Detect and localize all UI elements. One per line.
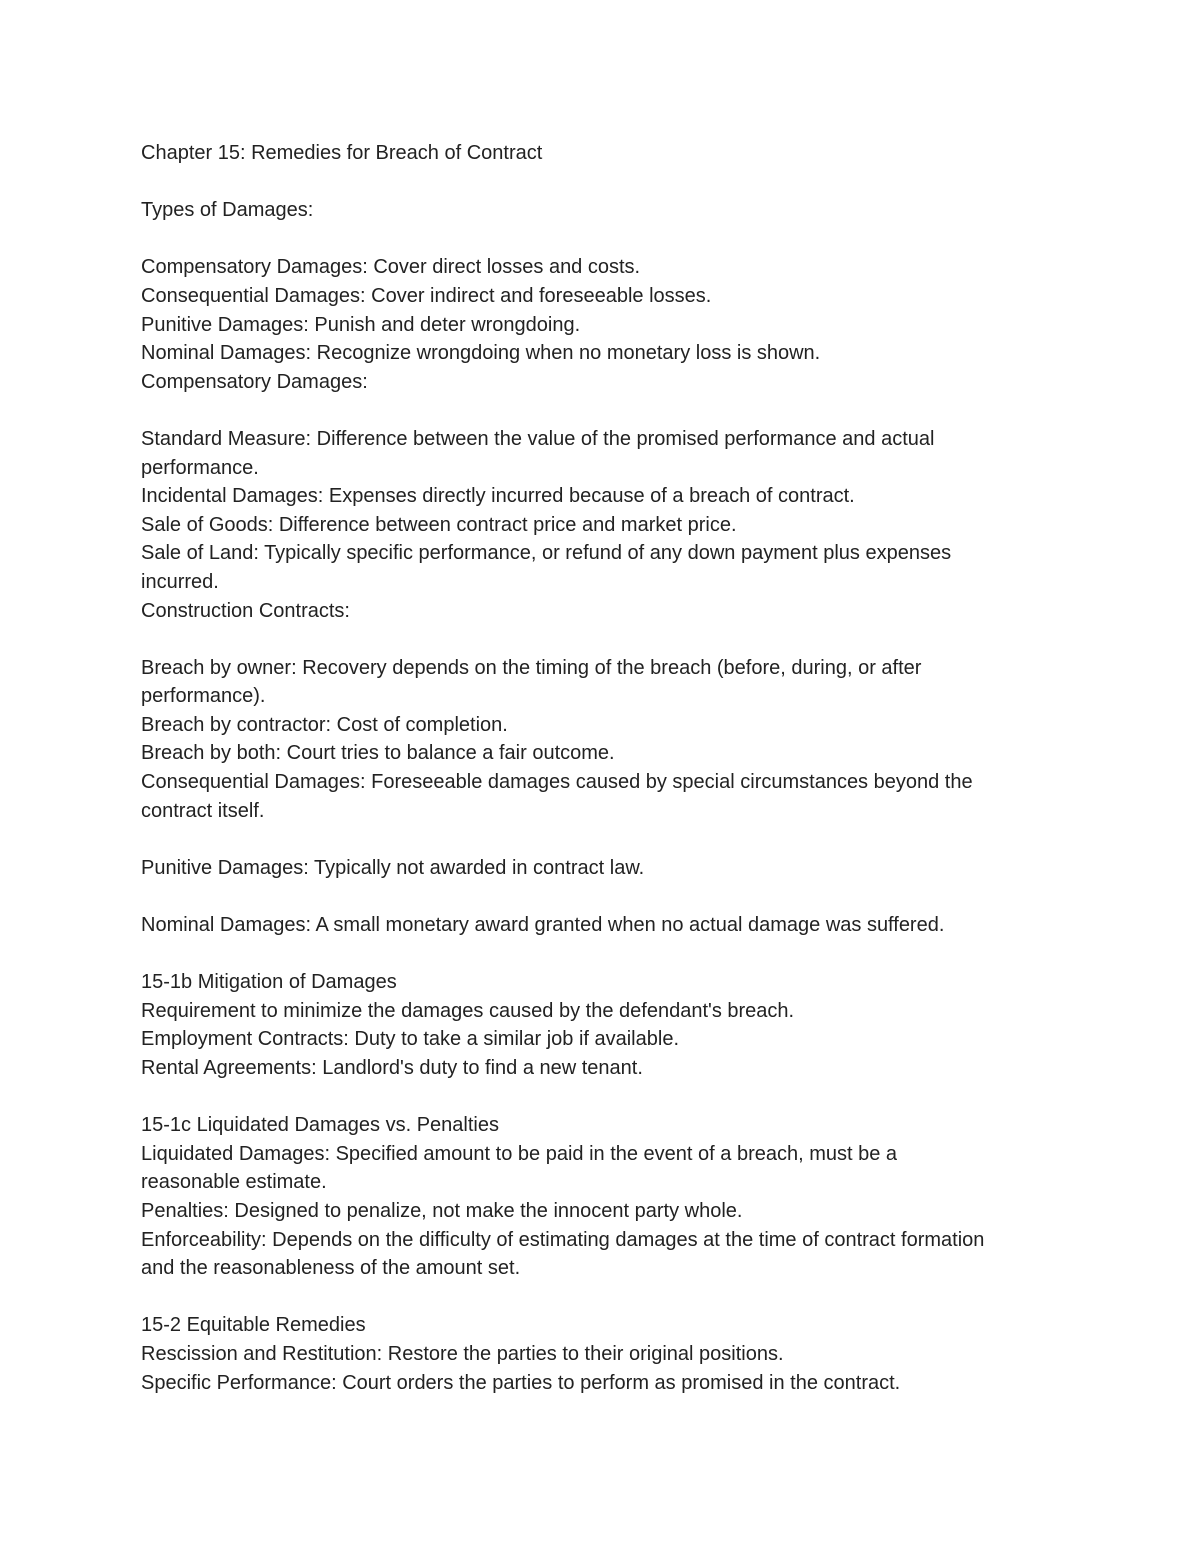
compensatory-line: Incidental Damages: Expenses directly incurred because of a breach of contract. — [141, 485, 855, 508]
blank-line — [141, 1083, 1061, 1112]
compensatory-line: Standard Measure: Difference between the value of the promised performance and actual — [141, 427, 935, 450]
types-heading: Types of Damages: — [141, 199, 314, 222]
liquidated-line: Penalties: Designed to penalize, not make the innocent party whole. — [141, 1199, 743, 1222]
construction-line: Breach by contractor: Cost of completion. — [141, 713, 508, 736]
blank-line — [141, 225, 1061, 254]
liquidated-line: and the reasonableness of the amount set. — [141, 1257, 521, 1280]
compensatory-line: Sale of Land: Typically specific performance, or refund of any down payment plus expenses — [141, 542, 952, 565]
blank-line — [141, 825, 1061, 854]
liquidated-line: reasonable estimate. — [141, 1171, 327, 1194]
document-body — [141, 139, 1061, 1397]
blank-line — [141, 168, 1061, 197]
blank-line — [141, 882, 1061, 911]
equitable-heading: 15-2 Equitable Remedies — [141, 1314, 366, 1337]
types-item: Compensatory Damages: Cover direct losses and costs. — [141, 256, 641, 279]
construction-line: Consequential Damages: Foreseeable damages caused by special circumstances beyond the — [141, 771, 973, 794]
compensatory-heading: Compensatory Damages: — [141, 370, 368, 393]
blank-line — [141, 625, 1061, 654]
compensatory-line: incurred. — [141, 570, 219, 593]
liquidated-line: Enforceability: Depends on the difficulty of estimating damages at the time of contract formation — [141, 1228, 985, 1251]
construction-line: contract itself. — [141, 799, 265, 822]
mitigation-line: Employment Contracts: Duty to take a similar job if available. — [141, 1028, 679, 1051]
equitable-line: Specific Performance: Court orders the parties to perform as promised in the contract. — [141, 1371, 901, 1394]
compensatory-line: performance. — [141, 456, 259, 479]
construction-heading: Construction Contracts: — [141, 599, 350, 622]
nominal-line: Nominal Damages: A small monetary award granted when no actual damage was suffered. — [141, 914, 945, 937]
types-item: Nominal Damages: Recognize wrongdoing when no monetary loss is shown. — [141, 342, 821, 365]
blank-line — [141, 940, 1061, 969]
blank-line — [141, 1283, 1061, 1312]
equitable-line: Rescission and Restitution: Restore the parties to their original positions. — [141, 1342, 784, 1365]
construction-line: Breach by owner: Recovery depends on the timing of the breach (before, during, or after — [141, 656, 922, 679]
types-item: Punitive Damages: Punish and deter wrongdoing. — [141, 313, 581, 336]
mitigation-line: Requirement to minimize the damages caused by the defendant's breach. — [141, 999, 795, 1022]
mitigation-line: Rental Agreements: Landlord's duty to find a new tenant. — [141, 1057, 643, 1079]
liquidated-heading: 15-1c Liquidated Damages vs. Penalties — [141, 1114, 499, 1137]
types-item: Consequential Damages: Cover indirect and foreseeable losses. — [141, 284, 712, 307]
liquidated-line: Liquidated Damages: Specified amount to be paid in the event of a breach, must be a — [141, 1142, 898, 1165]
construction-line: performance). — [141, 685, 266, 708]
compensatory-line: Sale of Goods: Difference between contract price and market price. — [141, 513, 737, 536]
punitive-line: Punitive Damages: Typically not awarded in contract law. — [141, 856, 645, 879]
construction-line: Breach by both: Court tries to balance a fair outcome. — [141, 742, 615, 765]
document-title: Chapter 15: Remedies for Breach of Contract — [141, 142, 543, 164]
mitigation-heading: 15-1b Mitigation of Damages — [141, 971, 397, 994]
blank-line — [141, 396, 1061, 425]
